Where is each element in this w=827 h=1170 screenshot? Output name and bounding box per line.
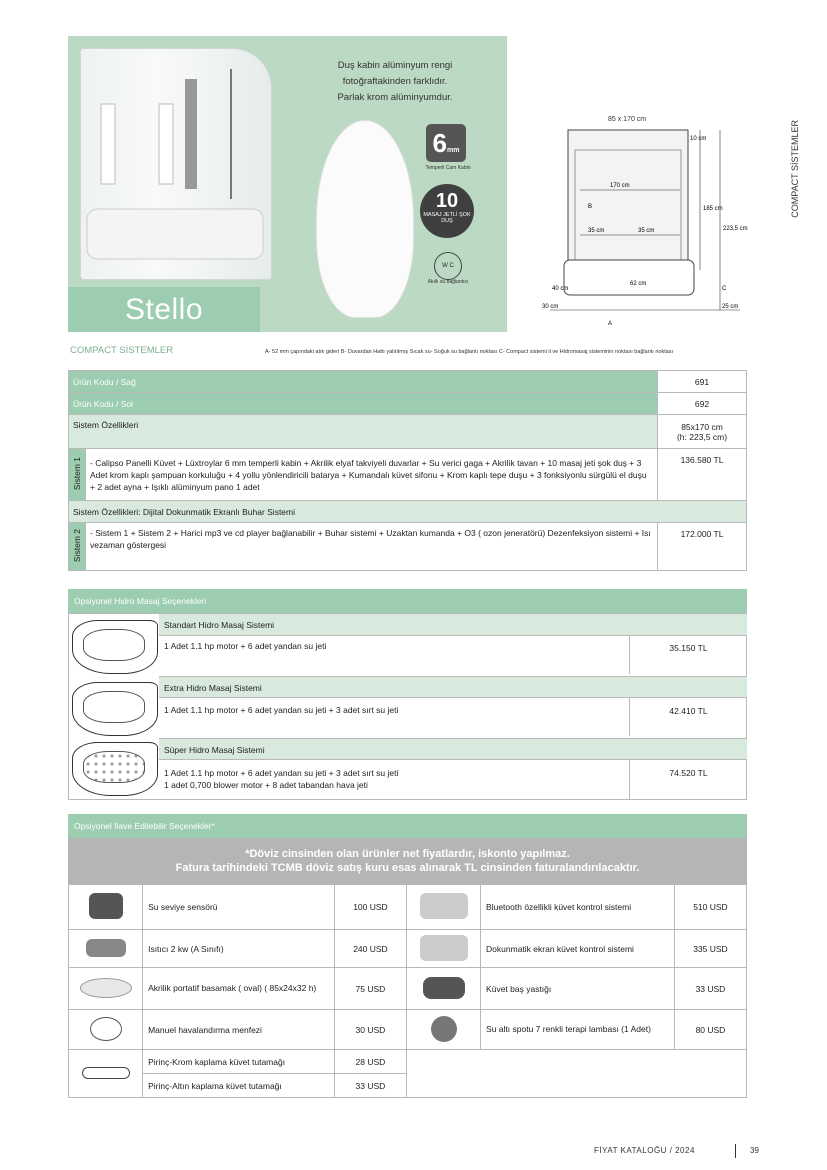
shower-cabin-photo <box>80 48 272 280</box>
side-section-label: COMPACT SİSTEMLER <box>790 120 800 218</box>
dimensions-value <box>658 415 747 449</box>
handle-icon <box>69 1050 143 1098</box>
bathtub-photo <box>316 120 414 318</box>
addon-price: 335 USD <box>674 930 746 968</box>
system1-label <box>69 449 86 501</box>
heater-icon <box>69 930 143 968</box>
note-line: Parlak krom alüminyumdur. <box>337 92 453 103</box>
code-right-value: 691 <box>658 371 747 393</box>
hydro-option-desc: 1 Adet 1.1 hp motor + 6 adet yandan su jeti + 3 adet sırt su jeti <box>164 705 399 715</box>
diagram-label: 170 cm <box>610 183 630 189</box>
badge-unit: mm <box>447 147 460 154</box>
badge-number: 6 <box>432 128 447 158</box>
hydro-header: Opsiyonel Hidro Masaj Seçenekleri <box>68 589 747 613</box>
notice-line: *Döviz cinsinden olan ürünler net fiyatlardır, iskonto yapılmaz. <box>245 848 570 860</box>
currency-notice <box>68 838 747 884</box>
dimensions-line: (h: 223,5 cm) <box>676 431 728 442</box>
addon-price: 33 USD <box>674 968 746 1010</box>
tempered-glass-badge <box>426 124 466 162</box>
hydro-option-price: 35.150 TL <box>629 636 747 674</box>
tub-extra-icon <box>72 682 158 736</box>
section-label: COMPACT SİSTEMLER <box>70 345 174 356</box>
diagram-label: 25 cm <box>722 304 739 310</box>
addon-name: Küvet baş yastığı <box>481 968 675 1010</box>
addon-name: Dokunmatik ekran küvet kontrol sistemi <box>481 930 675 968</box>
addon-name: Isıtıcı 2 kw (A Sınıfı) <box>143 930 335 968</box>
system1-label-text: Sistem 1 <box>72 456 82 491</box>
code-left-label: Ürün Kodu / Sol <box>69 393 658 415</box>
addon-price: 240 USD <box>334 930 406 968</box>
badge-text: MASAJ JETLİ ŞOK DUŞ <box>423 212 471 224</box>
addon-name: Bluetooth özellikli küvet kontrol sistemi <box>481 885 675 930</box>
system2-price: 172.000 TL <box>658 523 747 571</box>
tub-standard-icon <box>72 620 158 674</box>
diagram-label: 185 cm <box>703 206 723 212</box>
dimensions-line: 85x170 cm <box>681 421 723 432</box>
diagram-label: 35 cm <box>588 228 605 234</box>
addon-price: 80 USD <box>674 1010 746 1050</box>
addon-price: 75 USD <box>334 968 406 1010</box>
addon-price: 100 USD <box>334 885 406 930</box>
touch-panel-icon <box>406 930 480 968</box>
addon-name: Pirinç-Altın kaplama küvet tutamağı <box>143 1074 335 1098</box>
hydro-option-price: 74.520 TL <box>629 760 747 799</box>
diagram-legend: A- 52 mm çapındaki atık gideri B- Duvardan Hattı yalıtılmış Sıcak su- Soğuk su bağlantı noktası C- Compact sistemi il ve Hidromasaj sisteminin noktası bağlantı noktası <box>265 349 674 355</box>
hydro-option-price: 42.410 TL <box>629 698 747 736</box>
badge-caption: Temperli Cam Kabin <box>425 165 471 171</box>
connection-badge: W C <box>434 252 462 280</box>
jets-badge <box>420 184 474 238</box>
note-line: Duş kabin alüminyum rengi <box>337 60 453 71</box>
technical-diagram <box>540 120 750 330</box>
footer-divider <box>735 1144 736 1158</box>
features-label: Sistem Özellikleri <box>69 415 658 449</box>
hydro-option-title: Extra Hidro Masaj Sistemi <box>159 676 747 698</box>
addon-name: Su seviye sensörü <box>143 885 335 930</box>
addon-name: Pirinç-Krom kaplama küvet tutamağı <box>143 1050 335 1074</box>
addons-table <box>68 884 747 1098</box>
addons-header: Opsiyonel İlave Edilebilir Seçenekler* <box>68 814 747 838</box>
diagram-label: 30 cm <box>542 304 559 310</box>
footer-catalog: FİYAT KATALOĞU / 2024 <box>594 1146 695 1155</box>
diagram-label: 223,5 cm <box>723 226 748 232</box>
notice-line: Fatura tarihindeki TCMB döviz satış kuru esas alınarak TL cinsinden faturalandırılacaktır. <box>175 862 640 874</box>
color-note <box>310 58 480 106</box>
diagram-label: 35 cm <box>638 228 655 234</box>
badge-number: 10 <box>435 190 459 212</box>
diagram-dimension-top: 85 x 170 cm <box>608 116 647 123</box>
addon-price: 30 USD <box>334 1010 406 1050</box>
badge-caption: Akıllı su bağlantısı <box>427 279 469 285</box>
system2-label <box>69 523 86 571</box>
hydro-option-desc: 1 Adet 1.1 hp motor + 6 adet yandan su jeti <box>164 641 327 651</box>
product-table <box>68 370 747 571</box>
diagram-label: 10 cm <box>690 136 707 142</box>
level-sensor-icon <box>69 885 143 930</box>
page-number: 39 <box>750 1146 759 1155</box>
hydro-option-title: Standart Hidro Masaj Sistemi <box>159 614 747 636</box>
pillow-icon <box>406 968 480 1010</box>
system2-label-text: Sistem 2 <box>72 528 82 563</box>
hydro-option-desc <box>159 767 398 791</box>
spot-light-icon <box>406 1010 480 1050</box>
note-line: fotoğraftakinden farklıdır. <box>342 76 448 87</box>
addon-name: Manuel havalandırma menfezi <box>143 1010 335 1050</box>
system2-text: - Sistem 1 + Sistem 2 + Harici mp3 ve cd player bağlanabilir + Buhar sistemi + Uzaktan kumanda + O3 ( ozon jeneratörü) Dezenfeksiyon sistemi + Isı vezaman göstergesi <box>86 523 658 571</box>
addon-price: 28 USD <box>334 1050 406 1074</box>
code-right-label: Ürün Kodu / Sağ <box>69 371 658 393</box>
code-left-value: 692 <box>658 393 747 415</box>
tub-super-icon <box>72 742 158 796</box>
hydro-option-title: Süper Hidro Masaj Sistemi <box>159 738 747 760</box>
system1-price: 136.580 TL <box>658 449 747 501</box>
hydro-desc-line: 1 adet 0,700 blower motor + 8 adet tabandan hava jeti <box>164 780 368 790</box>
features2-label: Sistem Özellikleri: Dijital Dokunmatik Ekranlı Buhar Sistemi <box>69 501 747 523</box>
hydro-desc-line: 1 Adet 1.1 hp motor + 6 adet yandan su jeti + 3 adet sırt su jeti <box>164 768 399 778</box>
system1-text: - Calipso Panelli Küvet + Lüxtroylar 6 mm temperli kabin + Akrilik elyaf takviyeli duvarlar + Su verici gaga + Akrilik tavan + 10 masaj jeti şok duş + 3 Adet krom kaplı şampuan korkuluğu + 4 yollu yönlendiricili batarya + Kumandalı küvet sifonu + Krom kaplı tepe duşu + 3 fonksiyonlu sürgülü el duşu + 2 adet ayna + Işıklı alüminyum pano 1 adet <box>86 449 658 501</box>
shower-cabin-drawing <box>81 49 271 279</box>
diagram-label: 62 cm <box>630 281 647 287</box>
addon-price: 510 USD <box>674 885 746 930</box>
diagram-label: C <box>722 286 727 292</box>
diagram-label: 40 cm <box>552 286 569 292</box>
diagram-label: B <box>588 204 593 210</box>
diagram-label: A <box>608 321 613 327</box>
step-icon <box>69 968 143 1010</box>
product-title: Stello <box>124 293 204 326</box>
addon-price: 33 USD <box>334 1074 406 1098</box>
bluetooth-panel-icon <box>406 885 480 930</box>
vent-icon <box>69 1010 143 1050</box>
addon-name: Su altı spotu 7 renkli terapi lambası (1 Adet) <box>481 1010 675 1050</box>
empty-cell <box>406 1050 746 1098</box>
addon-name: Akrilik portatif basamak ( oval) ( 85x24x32 h) <box>143 968 335 1010</box>
